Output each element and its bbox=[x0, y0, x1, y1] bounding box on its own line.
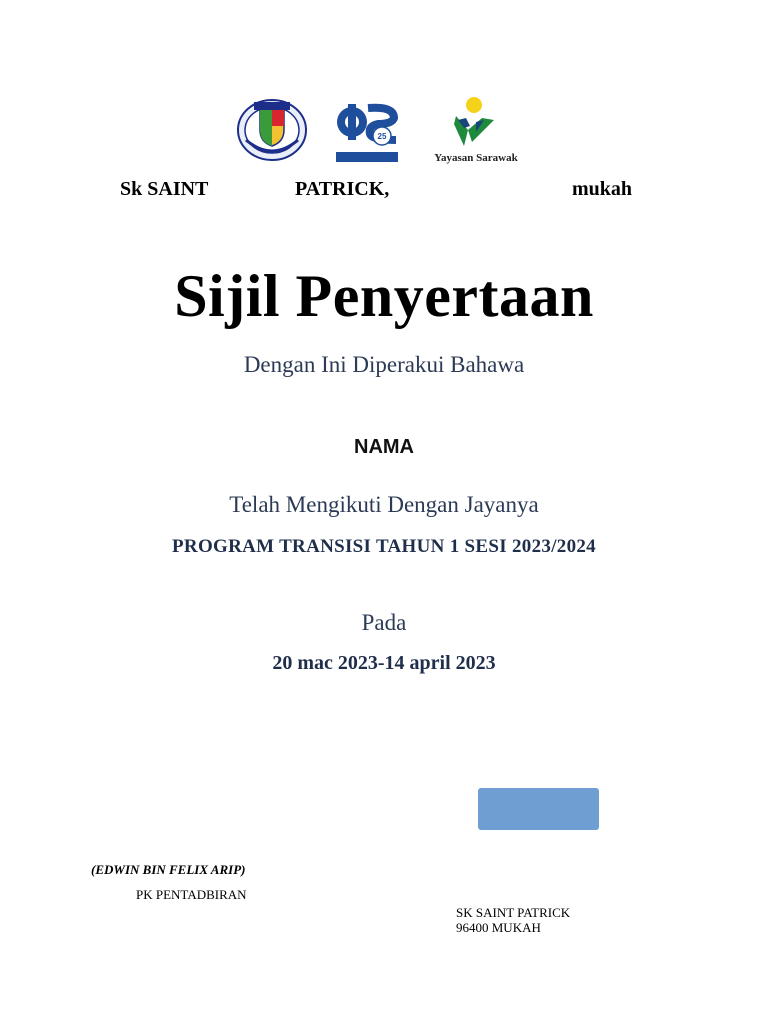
recipient-name: NAMA bbox=[354, 436, 414, 458]
school-town: mukah bbox=[572, 178, 633, 200]
address-line-1: SK SAINT PATRICK bbox=[456, 905, 571, 920]
date-prefix: Pada bbox=[361, 610, 407, 635]
signer-name: (EDWIN BIN FELIX ARIP) bbox=[91, 862, 246, 877]
certificate-subtitle: Dengan Ini Diperakui Bahawa bbox=[243, 352, 525, 377]
school-name-part-1: Sk SAINT bbox=[120, 178, 209, 200]
signer-role: PK PENTADBIRAN bbox=[136, 887, 247, 902]
yayasan-sarawak-logo bbox=[424, 96, 528, 166]
svg-text:25: 25 bbox=[377, 132, 387, 141]
school-crest-icon bbox=[236, 96, 308, 164]
yayasan-sarawak-logo-icon bbox=[424, 96, 528, 152]
foundation-name: Yayasan Sarawak bbox=[434, 152, 518, 164]
school-name-part-2: PATRICK, bbox=[295, 178, 390, 200]
program-date: 20 mac 2023-14 april 2023 bbox=[272, 652, 496, 674]
certificate-title: Sijil Penyertaan bbox=[174, 263, 594, 329]
signature-stamp-box bbox=[478, 788, 599, 830]
completed-text: Telah Mengikuti Dengan Jayanya bbox=[229, 492, 539, 517]
jpn-25-logo-icon bbox=[334, 98, 400, 164]
program-name: PROGRAM TRANSISI TAHUN 1 SESI 2023/2024 bbox=[172, 536, 596, 557]
address-line-2: 96400 MUKAH bbox=[456, 920, 541, 935]
